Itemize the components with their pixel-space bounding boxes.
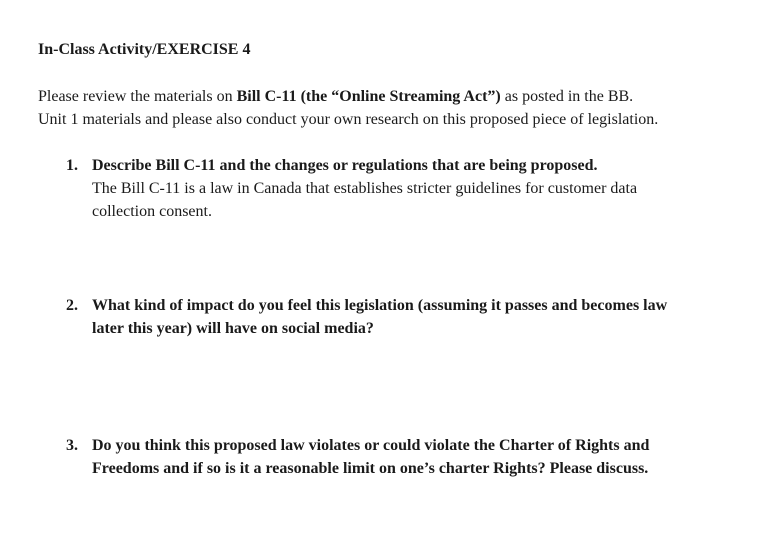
question-text: later this year) will have on social media? xyxy=(92,320,374,337)
document-title: In-Class Activity/EXERCISE 4 xyxy=(38,41,251,58)
question-text: Freedoms and if so is it a reasonable limit on one’s charter Rights? Please discuss. xyxy=(92,460,649,477)
question-number: 3. xyxy=(66,437,78,454)
answer-text: The Bill C-11 is a law in Canada that establishes stricter guidelines for customer data xyxy=(92,180,638,197)
question-text: Describe Bill C-11 and the changes or regulations that are being proposed. xyxy=(92,157,598,174)
question-3 xyxy=(66,434,756,480)
question-2 xyxy=(66,294,756,340)
intro-line-1 xyxy=(38,86,758,109)
bill-name: Bill C-11 (the “Online Streaming Act”) xyxy=(236,88,501,105)
question-text: What kind of impact do you feel this legislation (assuming it passes and becomes law xyxy=(92,297,668,314)
intro-text-post: as posted in the BB. xyxy=(500,88,634,105)
question-1 xyxy=(66,154,756,223)
question-text: Do you think this proposed law violates or could violate the Charter of Rights and xyxy=(92,437,650,454)
question-number: 2. xyxy=(66,297,78,314)
intro-text-pre: Please review the materials on xyxy=(38,88,237,105)
intro-line-2: Unit 1 materials and please also conduct your own research on this proposed piece of legislation. xyxy=(38,110,659,128)
answer-text: collection consent. xyxy=(92,203,212,220)
intro-paragraph xyxy=(38,86,758,131)
question-number: 1. xyxy=(66,157,78,174)
